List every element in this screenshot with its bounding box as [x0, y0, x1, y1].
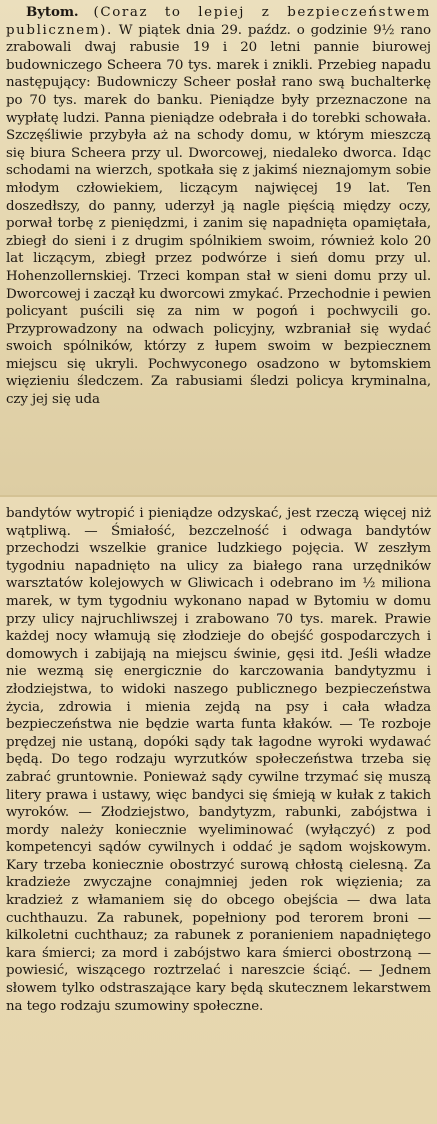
article-bottom-body: bandytów wytropić i pieniądze odzyskać, jest rzeczą więcej niż wątpliwą. — Śmiałość, bezczelność i odwaga bandytów przechodzi wszelkie granice ludzkiego pojęcia. W zeszłym tygodniu napadnięto na ulicy za białego rana urzędników warsztatów kolejowych w Gliwicach i odebrano im ½ miliona marek, w tym tygodniu wykonano napad w Bytomiu w domu przy ulicy najruchliwszej i zrabowano 70 tys. marek. Prawie każdej nocy włamują się złodzieje do obejść gospodarczych i domowych i zabijają na miejscu świnie, gęsi itd. Jeśli władze nie wezmą się energicznie do karczowania bandytyzmu i złodziejstwa, to widoki naszego publicznego bezpieczeństwa życia, zdrowia i mienia zejdą na psy i cała władza bezpieczeństwa nie będzie warta funta kłaków. — Te rozboje prędzej nie ustaną, dopóki sądy tak łagodne wyroki wydawać będą. Do tego rodzaju wyrzutków społeczeństwa trzeba się zabrać gruntownie. Ponieważ sądy cywilne trzymać się muszą litery prawa i ustawy, więc bandyci się śmieją w kułak z takich wyroków. — Złodziejstwo, bandytyzm, rabunki, zabójstwa i mordy należy koniecznie wyeliminować (wyłączyć) z pod kompetencyi sądów cywilnych i oddać je sądom wojskowym. Kary trzeba koniecznie obostrzyć surową chłostą cielesną. Za kradzieże zwyczajne conajmniej jeden rok więzienia; za kradzież z włamaniem się do obcego obejścia — dwa lata cuchthauzu. Za rabunek, popełniony pod terorem broni — kilkoletni cuchthauz; za rabunek z poranieniem napadniętego kara śmierci; za mord i zabójstwo kara śmierci obostrzoną — powiesić, wiszącego roztrzelać i nareszcie ściąć. — Jednem słowem tylko odstraszające kary będą skutecznem lekarstwem na tego rodzaju szumowiny społeczne. — [6, 506, 431, 1014]
headline: (Coraz to lepiej z bezpieczeństwem publicznem). — [6, 5, 431, 38]
dateline: Bytom. — [26, 4, 79, 20]
article-bottom-column — [0, 497, 437, 1124]
article-top-body: W piątek dnia 29. paźdz. o godzinie 9½ rano zrabowali dwaj rabusie 19 i 20 letni pannie biurowej budowniczego Scheera 70 tys. marek i znikli. Przebieg napadu następujący: Budowniczy Scheer posłał rano swą buchalterkę po 70 tys. marek do banku. Pieniądze były przeznaczone na wypłatę ludzi. Panna pieniądze odebrała i do torebki schowała. Szczęśliwie przybyła aż na schody domu, w którym mieszczą się biura Scheera przy ul. Dworcowej, niedaleko dworca. Idąc schodami na wierzch, spotkała się z jakimś nieznajomym sobie młodym człowiekiem, liczącym najwięcej 19 lat. Ten doszedłszy, do panny, uderzył ją nagle pięścią między oczy, porwał torbę z pieniędzmi, i zanim się napadnięta opamiętała, zbiegł do sieni i z drugim spólnikiem swoim, również kolo 20 lat liczącym, zbiegł przez podwórze i sień domu przy ul. Hohenzollernskiej. Trzeci kompan stał w sieni domu przy ul. Dworcowej i zaczął ku dworcowi zmykać. Przechodnie i pewien policyant puścili się za nim w pogoń i pochwycili go. Przyprowadzony na odwach policyjny, wzbraniał się wydać swoich spólników, którzy z łupem swoim w bezpiecznem miejscu się ukryli. Pochwyconego osadzono w bytomskiem więzieniu śledczem. Za rabusiami śledzi policya kryminalna, czy jej się uda — [6, 22, 431, 408]
article-top-paragraph — [6, 0, 431, 409]
article-top-column — [0, 0, 437, 497]
